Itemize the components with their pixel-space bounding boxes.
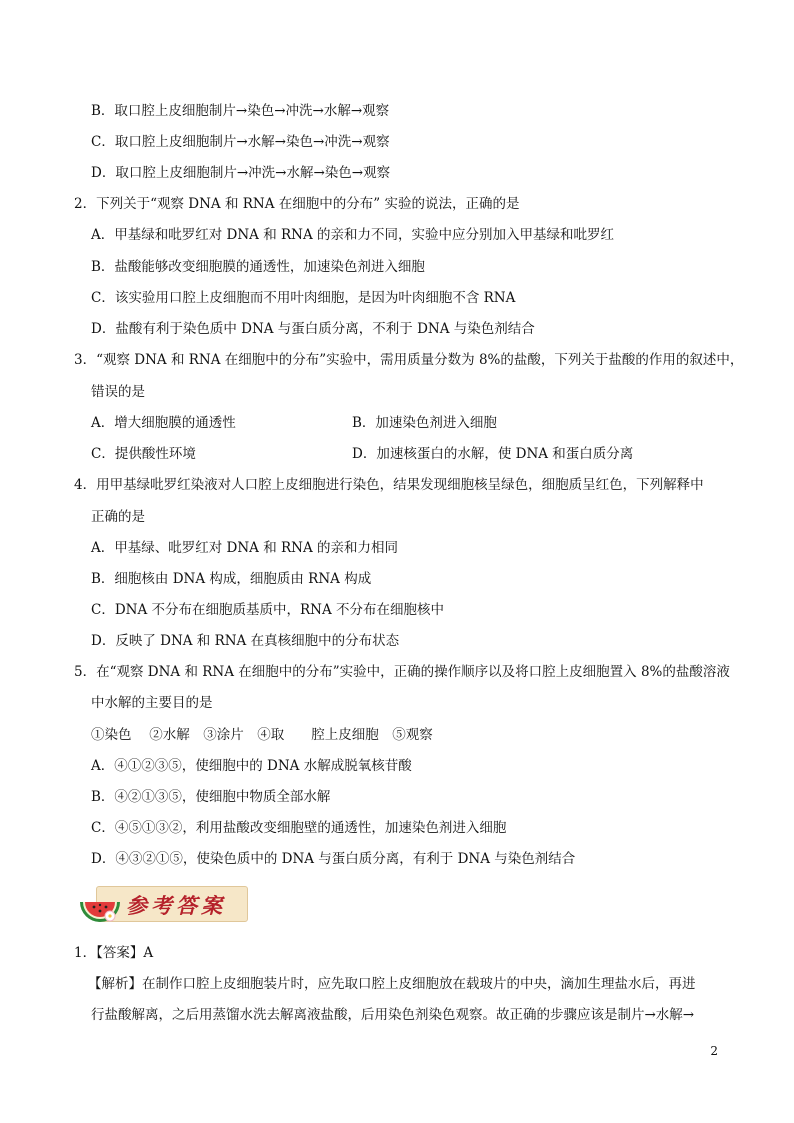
q4-option-b: B．细胞核由 DNA 构成，细胞质由 RNA 构成 xyxy=(91,571,372,587)
q2-option-d: D．盐酸有利于染色质中 DNA 与蛋白质分离，不利于 DNA 与染色剂结合 xyxy=(91,321,535,337)
answer-banner-title: 参考答案 xyxy=(126,893,226,918)
q5-option-c: C．④⑤①③②，利用盐酸改变细胞壁的通透性，加速染色剂进入细胞 xyxy=(91,820,507,836)
q5-option-a: A．④①②③⑤，使细胞中的 DNA 水解成脱氧核苷酸 xyxy=(91,758,412,774)
q5-option-b: B．④②①③⑤，使细胞中物质全部水解 xyxy=(91,789,331,805)
q1-option-d: D．取口腔上皮细胞制片→冲洗→水解→染色→观察 xyxy=(91,165,391,181)
q2-stem: 2．下列关于“观察 DNA 和 RNA 在细胞中的分布” 实验的说法，正确的是 xyxy=(74,196,520,212)
answer1-analysis-line2: 行盐酸解离，之后用蒸馏水洗去解离液盐酸，后用染色剂染色观察。故正确的步骤应该是制片→水解→ xyxy=(91,1007,695,1023)
q2-option-b: B．盐酸能够改变细胞膜的通透性，加速染色剂进入细胞 xyxy=(91,259,425,275)
answer1-analysis-line1: 【解析】在制作口腔上皮细胞装片时，应先取口腔上皮细胞放在载玻片的中央，滴加生理盐水后，再进 xyxy=(88,976,696,992)
q2-option-c: C．该实验用口腔上皮细胞而不用叶肉细胞，是因为叶肉细胞不含 RNA xyxy=(91,290,516,306)
q5-stem-line1: 5．在“观察 DNA 和 RNA 在细胞中的分布”实验中，正确的操作顺序以及将口腔上皮细胞置入 8%的盐酸溶液 xyxy=(74,664,730,680)
q1-option-c: C．取口腔上皮细胞制片→水解→染色→冲洗→观察 xyxy=(91,134,390,150)
answer1-label: 1．【答案】A xyxy=(74,945,154,961)
q3-option-a: A．增大细胞膜的通透性 xyxy=(91,415,236,431)
q4-option-d: D．反映了 DNA 和 RNA 在真核细胞中的分布状态 xyxy=(91,633,400,649)
q5-option-d: D．④③②①⑤，使染色质中的 DNA 与蛋白质分离，有利于 DNA 与染色剂结合 xyxy=(91,851,576,867)
q4-option-c: C．DNA 不分布在细胞质基质中，RNA 不分布在细胞核中 xyxy=(91,602,445,618)
q3-option-b: B．加速染色剂进入细胞 xyxy=(352,415,497,431)
answer-banner xyxy=(76,880,248,924)
q5-steps: ①染色 ②水解 ③涂片 ④取 腔上皮细胞 ⑤观察 xyxy=(91,727,433,743)
q1-option-b: B．取口腔上皮细胞制片→染色→冲洗→水解→观察 xyxy=(91,103,390,119)
q4-option-a: A．甲基绿、吡罗红对 DNA 和 RNA 的亲和力相同 xyxy=(91,540,399,556)
q2-option-a: A．甲基绿和吡罗红对 DNA 和 RNA 的亲和力不同，实验中应分别加入甲基绿和吡罗红 xyxy=(91,227,615,243)
watermelon-icon xyxy=(76,880,124,924)
q3-option-c: C．提供酸性环境 xyxy=(91,446,196,462)
q3-option-d: D．加速核蛋白的水解，使 DNA 和蛋白质分离 xyxy=(352,446,634,462)
page-number: 2 xyxy=(710,1044,718,1058)
q3-stem-line1: 3．“观察 DNA 和 RNA 在细胞中的分布”实验中，需用质量分数为 8%的盐酸，下列关于盐酸的作用的叙述中， xyxy=(74,352,744,368)
q4-stem-line2: 正确的是 xyxy=(91,509,145,525)
q3-stem-line2: 错误的是 xyxy=(91,384,145,400)
q4-stem-line1: 4．用甲基绿吡罗红染液对人口腔上皮细胞进行染色，结果发现细胞核呈绿色，细胞质呈红色，下列解释中 xyxy=(74,477,704,493)
q5-stem-line2: 中水解的主要目的是 xyxy=(91,695,213,711)
